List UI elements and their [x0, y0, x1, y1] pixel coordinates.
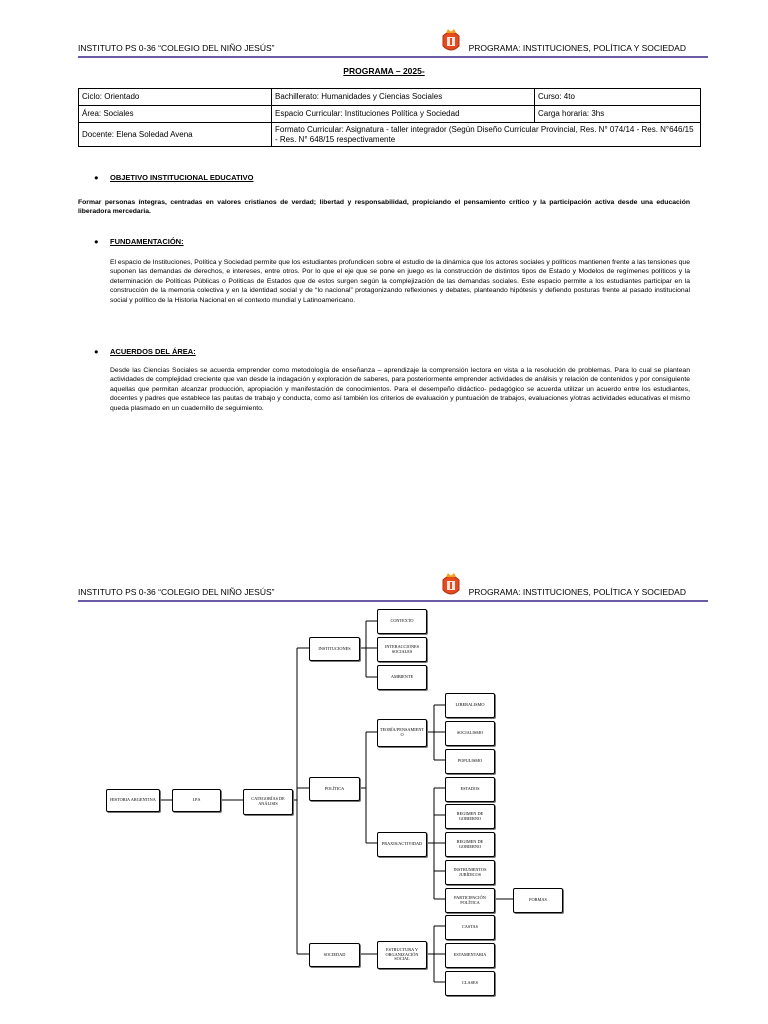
- fundamentacion-heading: ● FUNDAMENTACIÓN:: [94, 237, 184, 246]
- node-populismo: POPULISMO: [445, 749, 495, 774]
- node-formas: FORMAS: [513, 888, 563, 913]
- acuerdos-text: Desde las Ciencias Sociales se acuerda emprender como metodología de enseñanza – aprendizaje la comprensión lectora en vista a la resolución de problemas. Para lo cual se plantean actividades de complejidad creciente que van desde la indagación y exploración de saberes, para posteriormente emprender actividades de análisis y relación de contenidos y por consiguiente aquellas que permitan alcanzar producción, apropiación y manifestación de conocimientos. Para el desempeño didáctico- pedagógico se acuerda utilizar un acuerdo entre los estudiantes, docentes y padres que establece las pautas de trabajo y conducta, como así también los criterios de evaluación y puntuación de trabajos, evaluaciones y/otras actividades educativas el mismo queda plasmado en un cuadernillo de seguimiento.: [110, 367, 690, 412]
- info-area: Área: Sociales: [79, 106, 272, 123]
- info-ciclo: Ciclo: Orientado: [79, 89, 272, 106]
- node-regimen-1: REGIMEN DE GOBIERNO: [445, 804, 495, 829]
- node-interacciones: INTERACCIONES SOCIALES: [377, 637, 427, 662]
- node-estados: ESTADOS: [445, 777, 495, 802]
- institute-name: INSTITUTO PS 0-36 “COLEGIO DEL NIÑO JESÚS”: [78, 43, 275, 53]
- node-sociedad: SOCIEDAD: [309, 943, 360, 967]
- objetivo-text: Formar personas íntegras, centradas en valores cristianos de verdad; libertad y responsabilidad, propiciando el pensamiento crítico y la participación activa desde una educación liberadora mercedaria.: [78, 199, 690, 216]
- node-ambiente: AMBIENTE: [377, 665, 427, 690]
- node-historia-argentina: HISTORIA ARGENTINA: [106, 789, 160, 812]
- node-liberalismo: LIBERALISMO: [445, 693, 495, 718]
- institute-name-2: INSTITUTO PS 0-36 “COLEGIO DEL NIÑO JESÚS”: [78, 587, 275, 597]
- node-praxis: PRAXIS/ACTIVIDAD: [377, 832, 427, 857]
- node-castas: CASTAS: [445, 915, 495, 940]
- info-espacio: Espacio Curricular: Instituciones Política y Sociedad: [272, 106, 535, 123]
- node-socialismo: SOCIALISMO: [445, 721, 495, 746]
- page-title: PROGRAMA – 2025-: [343, 66, 425, 76]
- node-participacion: PARTICIPACIÓN POLÍTICA: [445, 888, 495, 913]
- node-instrumentos: INSTRUMENTOS JURÍDICOS: [445, 860, 495, 885]
- info-bachillerato: Bachillerato: Humanidades y Ciencias Sociales: [272, 89, 535, 106]
- node-ips: I.P.S: [172, 789, 221, 812]
- acuerdos-heading: ● ACUERDOS DEL ÁREA:: [94, 347, 196, 356]
- objetivo-heading: ● OBJETIVO INSTITUCIONAL EDUCATIVO: [94, 173, 254, 182]
- info-formato: Formato Curricular: Asignatura - taller integrador (Según Diseño Curricular Provincial, Res. N° 074/14 - Res. N°646/15 - Res. N° 648/15 respectivamente: [272, 123, 701, 147]
- info-curso: Curso: 4to: [535, 89, 701, 106]
- node-politica: POLÍTICA: [309, 777, 360, 801]
- info-docente: Docente: Elena Soledad Avena: [79, 123, 272, 147]
- node-regimen-2: REGIMEN DE GOBIERNO: [445, 832, 495, 857]
- node-estructura: ESTRUCTURA Y ORGANIZACIÓN SOCIAL: [377, 941, 427, 969]
- node-teoria: TEORÍA/PENSAMIENT O: [377, 719, 427, 747]
- node-estamentaria: ESTAMENTARIA: [445, 943, 495, 968]
- node-instituciones: INSTITUCIONES: [309, 637, 360, 661]
- info-carga: Carga horaria: 3hs: [535, 106, 701, 123]
- node-categorias: CATEGORÍAS DE ANÁLISIS: [243, 789, 293, 815]
- program-name-2: PROGRAMA: INSTITUCIONES, POLÍTICA Y SOCIEDAD: [468, 587, 686, 597]
- node-clases: CLASES: [445, 971, 495, 996]
- program-name: PROGRAMA: INSTITUCIONES, POLÍTICA Y SOCIEDAD: [468, 43, 686, 53]
- fundamentacion-text: El espacio de Instituciones, Política y Sociedad permite que los estudiantes profundicen sobre el estudio de la dinámica que los actores sociales y políticos mantienen frente a las tensiones que suponen las demandas de derechos, e intereses, entre otros. Por lo que el eje que se pone en juego es la construcción de distintos tipos de Estado y Modelos de regímenes políticos y la determinación de Políticas Públicas o Políticas de Estados que de estos surgen según la complejización de las demandas sociales. Este espacio permite a los estudiantes participar en la construcción de la memoria colectiva y en la identidad social y de “lo nacional” protagonizando reflexiones y debates, planteando hipótesis y defiendo posturas frente al pasado institucional social y político de la Historia Nacional en el contexto mundial y Latinoamericano.: [110, 259, 690, 304]
- node-contexto: CONTEXTO: [377, 609, 427, 634]
